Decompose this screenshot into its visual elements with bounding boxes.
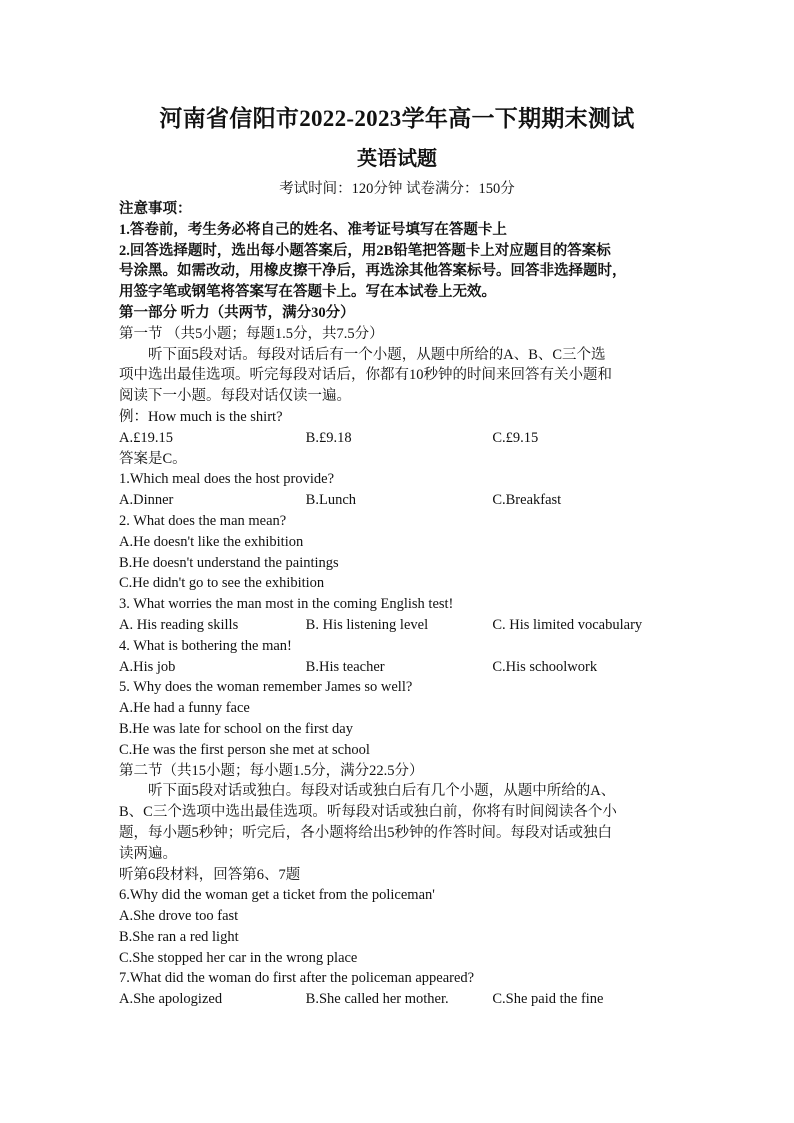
q6-option-c: C.She stopped her car in the wrong place [119,949,358,966]
q7-option-a: A.She apologized [119,991,223,1008]
q5-option-c: C.He was the first person she met at school [119,741,370,758]
question-3-options [119,615,679,636]
example-options [119,428,679,449]
q3-option-a: A. His reading skills [119,616,239,633]
notes-item-2-line-1: 2.回答选择题时，选出每小题答案后，用2B铅笔把答题卡上对应题目的答案标 [119,242,611,259]
exam-subtitle: 英语试题 [357,148,437,170]
section1-heading: 第一节 （共5小题；每题1.5分，共7.5分） [119,325,384,342]
q3-option-c: C. His limited vocabulary [492,616,643,633]
q1-option-c: C.Breakfast [492,492,562,509]
question-1: 1.Which meal does the host provide? [119,471,335,488]
q7-option-c: C.She paid the fine [492,991,604,1008]
q4-option-c: C.His schoolwork [492,658,598,675]
section2-instructions-line-3: 题，每小题5秒钟；听完后，各小题将给出5秒钟的作答时间。每段对话或独白 [119,824,612,841]
section2-instructions-line-2: B、C三个选项中选出最佳选项。听每段对话或独白前，你将有时间阅读各个小 [119,804,617,821]
question-4-options [119,657,679,678]
part1-heading: 第一部分 听力（共两节，满分30分） [119,304,355,321]
q5-option-b: B.He was late for school on the first day [119,720,353,737]
exam-title: 河南省信阳市2022-2023学年高一下期期末测试 [159,106,635,131]
question-7-options [119,989,679,1010]
question-5: 5. Why does the woman remember James so well? [119,679,413,696]
section2-heading: 第二节（共15小题；每小题1.5分，满分22.5分） [119,762,424,779]
example-answer: 答案是C。 [119,450,187,467]
question-1-options [119,490,679,511]
section1-instructions-line-3: 阅读下一小题。每段对话仅读一遍。 [119,388,351,405]
example-option-c: C.£9.15 [492,429,539,446]
exam-meta: 考试时间：120分钟 试卷满分：150分 [279,181,515,197]
question-3: 3. What worries the man most in the coming English test! [119,596,454,613]
example-option-a: A.£19.15 [119,429,173,446]
group-6-heading: 听第6段材料，回答第6、7题 [119,866,301,883]
question-6: 6.Why did the woman get a ticket from the policeman' [119,887,435,904]
notes-item-2-line-3: 用签字笔或钢笔将答案写在答题卡上。写在本试卷上无效。 [119,284,496,301]
q1-option-a: A.Dinner [119,492,174,509]
q2-option-a: A.He doesn't like the exhibition [119,533,304,550]
section1-instructions-line-1: 听下面5段对话。每段对话后有一个小题，从题中所给的A、B、C三个选 [148,346,606,363]
q2-option-b: B.He doesn't understand the paintings [119,554,339,571]
q6-option-a: A.She drove too fast [119,908,239,925]
example-option-b: B.£9.18 [305,429,352,446]
q4-option-a: A.His job [119,658,176,675]
notes-item-1: 1.答卷前，考生务必将自己的姓名、准考证号填写在答题卡上 [119,221,507,238]
q5-option-a: A.He had a funny face [119,700,250,717]
question-2: 2. What does the man mean? [119,512,287,529]
q7-option-b: B.She called her mother. [305,991,449,1008]
q4-option-b: B.His teacher [305,658,385,675]
q1-option-b: B.Lunch [305,492,357,509]
example-question: 例：How much is the shirt? [119,408,283,425]
question-4: 4. What is bothering the man! [119,637,292,654]
question-7: 7.What did the woman do first after the policeman appeared? [119,970,475,987]
q6-option-b: B.She ran a red light [119,928,239,945]
q2-option-c: C.He didn't go to see the exhibition [119,575,325,592]
notes-heading: 注意事项： [119,201,192,217]
q3-option-b: B. His listening level [305,616,429,633]
section2-instructions-line-4: 读两遍。 [119,845,177,862]
notes-item-2-line-2: 号涂黑。如需改动，用橡皮擦干净后，再选涂其他答案标号。回答非选择题时， [119,263,627,280]
section2-instructions-line-1: 听下面5段对话或独白。每段对话或独白后有几个小题，从题中所给的A、 [148,783,616,800]
section1-instructions-line-2: 项中选出最佳选项。听完每段对话后，你都有10秒钟的时间来回答有关小题和 [119,367,612,384]
exam-body [119,199,679,1010]
